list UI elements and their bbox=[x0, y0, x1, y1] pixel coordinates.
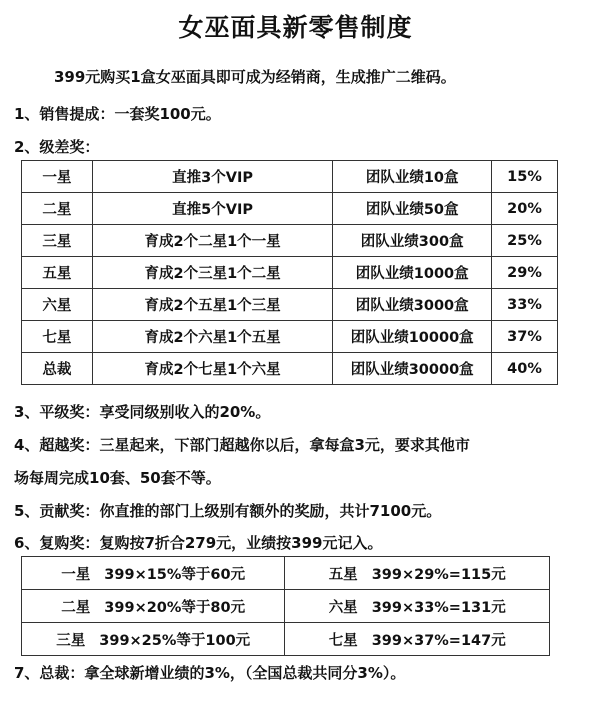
tier-percentage-cell: 33% bbox=[492, 289, 558, 321]
rebuy-right-cell bbox=[285, 557, 550, 590]
tier-team-performance-cell: 团队业绩10盒 bbox=[333, 161, 492, 193]
rebuy-calculation: 399×15%等于60元 bbox=[104, 566, 246, 583]
tier-level-cell: 二星 bbox=[22, 193, 93, 225]
intro-text: 399元购买1盒女巫面具即可成为经销商，生成推广二维码。 bbox=[54, 68, 456, 86]
tier-requirement-cell: 直推3个VIP bbox=[92, 161, 332, 193]
rule-level-difference-heading: 2、级差奖： bbox=[14, 138, 100, 156]
tier-level-cell: 六星 bbox=[22, 289, 93, 321]
rule-rebuy-bonus: 6、复购奖：复购按7折合279元，业绩按399元记入。 bbox=[14, 534, 383, 552]
rebuy-level: 七星 bbox=[328, 632, 358, 649]
tier-row bbox=[22, 161, 558, 193]
tier-team-performance-cell: 团队业绩3000盒 bbox=[333, 289, 492, 321]
rule-surpass-bonus-line1: 4、超越奖：三星起来，下部门超越你以后，拿每盒3元，要求其他市 bbox=[14, 436, 470, 454]
rebuy-level: 三星 bbox=[56, 632, 86, 649]
rebuy-calculation: 399×29%=115元 bbox=[371, 566, 506, 583]
rebuy-row bbox=[22, 557, 550, 590]
tier-requirement-cell: 育成2个六星1个五星 bbox=[92, 321, 332, 353]
rebuy-calculation: 399×37%=147元 bbox=[371, 632, 506, 649]
tier-percentage-cell: 40% bbox=[492, 353, 558, 385]
tier-level-cell: 一星 bbox=[22, 161, 93, 193]
tier-level-cell: 五星 bbox=[22, 257, 93, 289]
tier-level-cell: 三星 bbox=[22, 225, 93, 257]
tier-table bbox=[21, 160, 558, 385]
rule-peer-bonus: 3、平级奖：享受同级别收入的20%。 bbox=[14, 403, 271, 421]
tier-level-cell: 总裁 bbox=[22, 353, 93, 385]
rebuy-table bbox=[21, 556, 550, 656]
rebuy-level: 五星 bbox=[328, 566, 358, 583]
tier-row bbox=[22, 289, 558, 321]
rebuy-left-cell bbox=[22, 557, 285, 590]
rebuy-level: 二星 bbox=[61, 599, 91, 616]
tier-percentage-cell: 25% bbox=[492, 225, 558, 257]
tier-team-performance-cell: 团队业绩10000盒 bbox=[333, 321, 492, 353]
rebuy-level: 一星 bbox=[61, 566, 91, 583]
rebuy-left-cell bbox=[22, 590, 285, 623]
rule-surpass-bonus-line2: 场每周完成10套、50套不等。 bbox=[14, 469, 221, 487]
tier-level-cell: 七星 bbox=[22, 321, 93, 353]
tier-team-performance-cell: 团队业绩300盒 bbox=[333, 225, 492, 257]
rebuy-calculation: 399×33%=131元 bbox=[371, 599, 506, 616]
rule-sales-commission: 1、销售提成：一套奖100元。 bbox=[14, 105, 221, 123]
tier-row bbox=[22, 257, 558, 289]
rebuy-calculation: 399×20%等于80元 bbox=[104, 599, 246, 616]
tier-team-performance-cell: 团队业绩1000盒 bbox=[333, 257, 492, 289]
tier-team-performance-cell: 团队业绩50盒 bbox=[333, 193, 492, 225]
tier-row bbox=[22, 225, 558, 257]
tier-percentage-cell: 29% bbox=[492, 257, 558, 289]
rebuy-left-cell bbox=[22, 623, 285, 656]
page-title: 女巫面具新零售制度 bbox=[178, 13, 413, 42]
tier-row bbox=[22, 193, 558, 225]
rule-contribution-bonus: 5、贡献奖：你直推的部门上级别有额外的奖励，共计7100元。 bbox=[14, 502, 442, 520]
tier-percentage-cell: 15% bbox=[492, 161, 558, 193]
tier-requirement-cell: 育成2个二星1个一星 bbox=[92, 225, 332, 257]
tier-requirement-cell: 直推5个VIP bbox=[92, 193, 332, 225]
rebuy-level: 六星 bbox=[328, 599, 358, 616]
tier-requirement-cell: 育成2个三星1个二星 bbox=[92, 257, 332, 289]
rebuy-row bbox=[22, 623, 550, 656]
tier-requirement-cell: 育成2个七星1个六星 bbox=[92, 353, 332, 385]
tier-row bbox=[22, 353, 558, 385]
tier-team-performance-cell: 团队业绩30000盒 bbox=[333, 353, 492, 385]
tier-percentage-cell: 37% bbox=[492, 321, 558, 353]
tier-percentage-cell: 20% bbox=[492, 193, 558, 225]
tier-row bbox=[22, 321, 558, 353]
rule-president-bonus: 7、总裁：拿全球新增业绩的3%，（全国总裁共同分3%）。 bbox=[14, 664, 406, 682]
rebuy-right-cell bbox=[285, 623, 550, 656]
rebuy-row bbox=[22, 590, 550, 623]
tier-requirement-cell: 育成2个五星1个三星 bbox=[92, 289, 332, 321]
rebuy-calculation: 399×25%等于100元 bbox=[99, 632, 251, 649]
rebuy-right-cell bbox=[285, 590, 550, 623]
